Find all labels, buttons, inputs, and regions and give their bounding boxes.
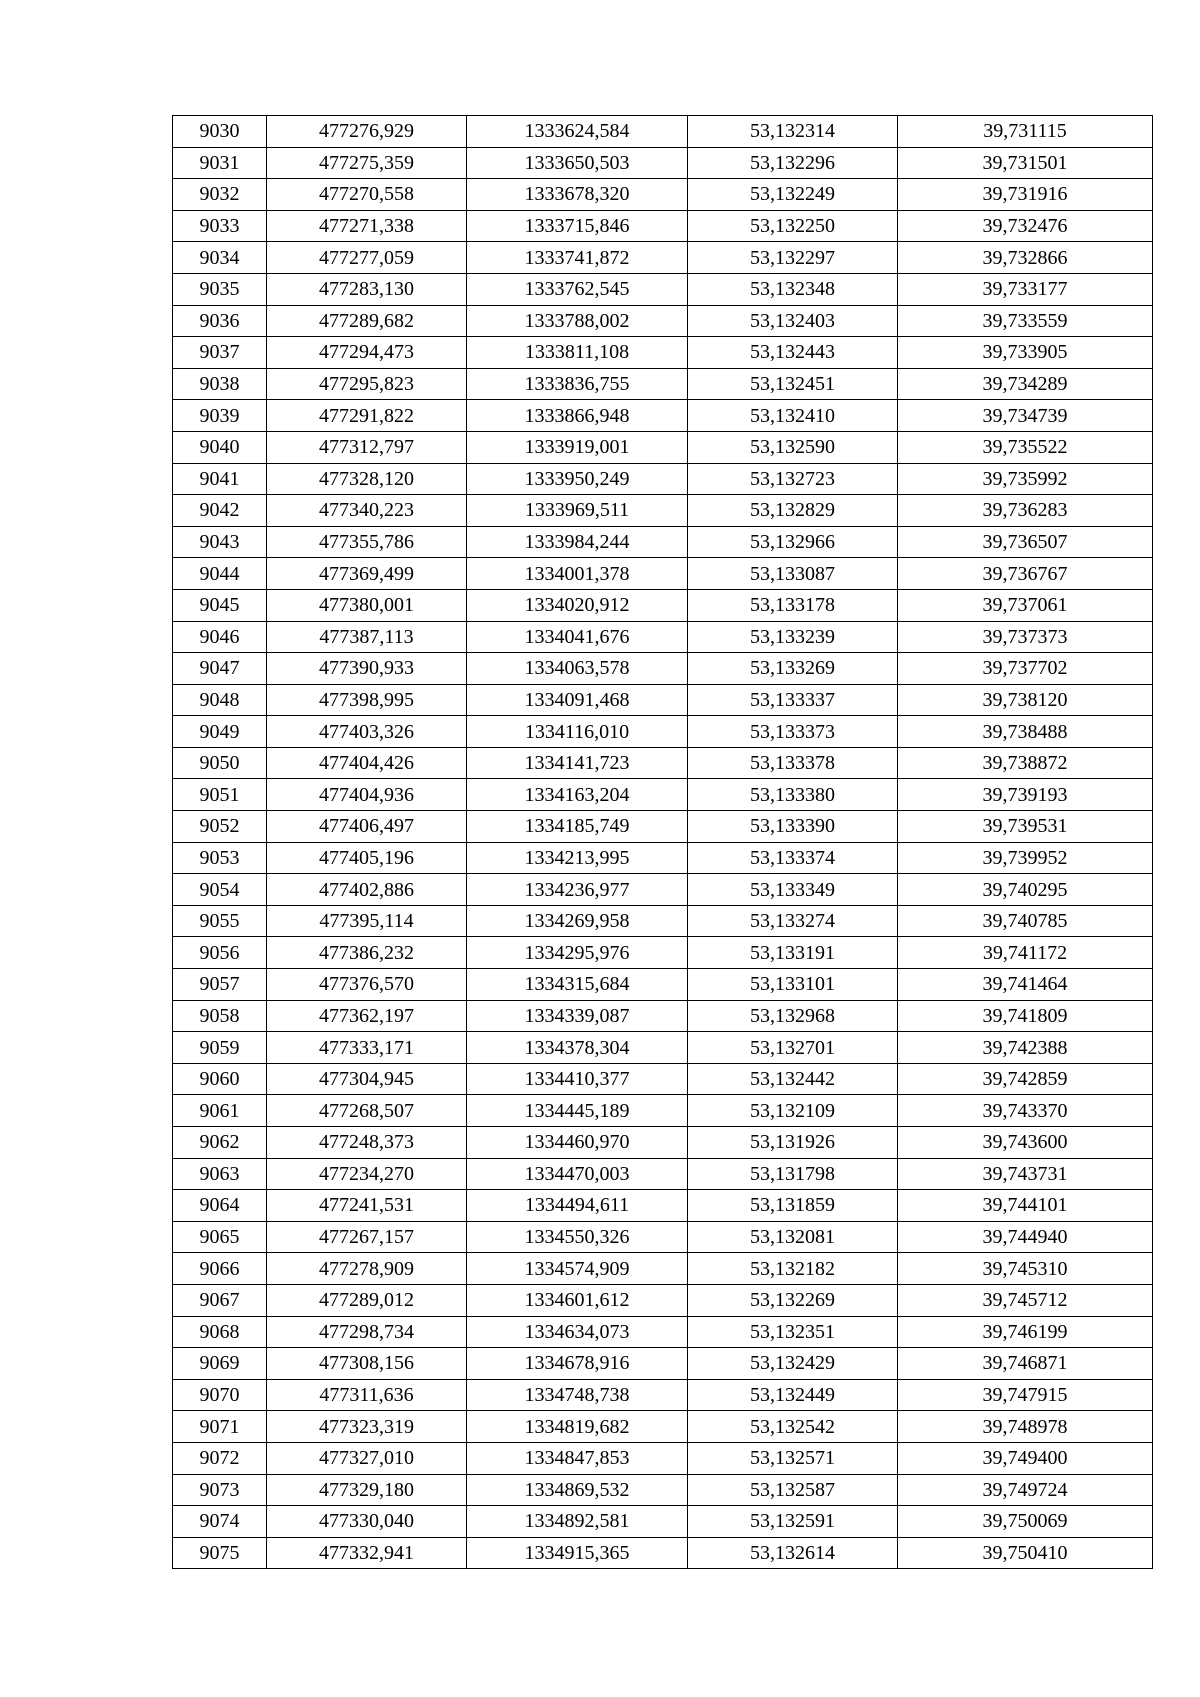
point-number-cell: 9065 [173, 1221, 267, 1253]
table-row [173, 1221, 1153, 1253]
table-row [173, 1000, 1153, 1032]
latitude-cell: 53,132296 [688, 147, 898, 179]
latitude-cell: 53,132269 [688, 1284, 898, 1316]
point-number-cell: 9064 [173, 1190, 267, 1222]
longitude-cell: 39,740295 [898, 874, 1153, 906]
table-row [173, 558, 1153, 590]
point-number-cell: 9050 [173, 747, 267, 779]
x-coordinate-cell: 477234,270 [267, 1158, 467, 1190]
longitude-cell: 39,741172 [898, 937, 1153, 969]
x-coordinate-cell: 477327,010 [267, 1442, 467, 1474]
table-row [173, 1190, 1153, 1222]
table-row [173, 1316, 1153, 1348]
y-coordinate-cell: 1334445,189 [467, 1095, 688, 1127]
latitude-cell: 53,132410 [688, 400, 898, 432]
latitude-cell: 53,133101 [688, 969, 898, 1001]
table-row [173, 747, 1153, 779]
x-coordinate-cell: 477277,059 [267, 242, 467, 274]
latitude-cell: 53,132182 [688, 1253, 898, 1285]
x-coordinate-cell: 477398,995 [267, 684, 467, 716]
point-number-cell: 9048 [173, 684, 267, 716]
table-row [173, 779, 1153, 811]
latitude-cell: 53,133390 [688, 811, 898, 843]
latitude-cell: 53,132451 [688, 368, 898, 400]
y-coordinate-cell: 1333969,511 [467, 495, 688, 527]
point-number-cell: 9058 [173, 1000, 267, 1032]
latitude-cell: 53,132403 [688, 305, 898, 337]
longitude-cell: 39,750410 [898, 1537, 1153, 1569]
y-coordinate-cell: 1334634,073 [467, 1316, 688, 1348]
table-row [173, 147, 1153, 179]
y-coordinate-cell: 1334315,684 [467, 969, 688, 1001]
point-number-cell: 9054 [173, 874, 267, 906]
y-coordinate-cell: 1334470,003 [467, 1158, 688, 1190]
point-number-cell: 9030 [173, 116, 267, 148]
table-row [173, 337, 1153, 369]
x-coordinate-cell: 477405,196 [267, 842, 467, 874]
latitude-cell: 53,132591 [688, 1506, 898, 1538]
table-row [173, 842, 1153, 874]
point-number-cell: 9066 [173, 1253, 267, 1285]
latitude-cell: 53,132429 [688, 1348, 898, 1380]
latitude-cell: 53,133374 [688, 842, 898, 874]
y-coordinate-cell: 1334819,682 [467, 1411, 688, 1443]
x-coordinate-cell: 477340,223 [267, 495, 467, 527]
longitude-cell: 39,738488 [898, 716, 1153, 748]
x-coordinate-cell: 477332,941 [267, 1537, 467, 1569]
y-coordinate-cell: 1334915,365 [467, 1537, 688, 1569]
latitude-cell: 53,132723 [688, 463, 898, 495]
x-coordinate-cell: 477291,822 [267, 400, 467, 432]
x-coordinate-cell: 477369,499 [267, 558, 467, 590]
y-coordinate-cell: 1334020,912 [467, 589, 688, 621]
y-coordinate-cell: 1334185,749 [467, 811, 688, 843]
table-row [173, 1127, 1153, 1159]
y-coordinate-cell: 1334063,578 [467, 653, 688, 685]
point-number-cell: 9075 [173, 1537, 267, 1569]
y-coordinate-cell: 1334550,326 [467, 1221, 688, 1253]
longitude-cell: 39,735522 [898, 431, 1153, 463]
latitude-cell: 53,132542 [688, 1411, 898, 1443]
x-coordinate-cell: 477311,636 [267, 1379, 467, 1411]
longitude-cell: 39,737061 [898, 589, 1153, 621]
point-number-cell: 9068 [173, 1316, 267, 1348]
longitude-cell: 39,745712 [898, 1284, 1153, 1316]
longitude-cell: 39,737373 [898, 621, 1153, 653]
point-number-cell: 9032 [173, 179, 267, 211]
x-coordinate-cell: 477312,797 [267, 431, 467, 463]
x-coordinate-cell: 477289,682 [267, 305, 467, 337]
point-number-cell: 9047 [173, 653, 267, 685]
point-number-cell: 9041 [173, 463, 267, 495]
table-row [173, 716, 1153, 748]
point-number-cell: 9043 [173, 526, 267, 558]
latitude-cell: 53,133378 [688, 747, 898, 779]
y-coordinate-cell: 1333811,108 [467, 337, 688, 369]
latitude-cell: 53,132297 [688, 242, 898, 274]
table-row [173, 242, 1153, 274]
latitude-cell: 53,133191 [688, 937, 898, 969]
point-number-cell: 9035 [173, 273, 267, 305]
x-coordinate-cell: 477295,823 [267, 368, 467, 400]
longitude-cell: 39,735992 [898, 463, 1153, 495]
latitude-cell: 53,131926 [688, 1127, 898, 1159]
y-coordinate-cell: 1333950,249 [467, 463, 688, 495]
x-coordinate-cell: 477294,473 [267, 337, 467, 369]
latitude-cell: 53,133239 [688, 621, 898, 653]
point-number-cell: 9031 [173, 147, 267, 179]
point-number-cell: 9056 [173, 937, 267, 969]
x-coordinate-cell: 477404,426 [267, 747, 467, 779]
point-number-cell: 9053 [173, 842, 267, 874]
point-number-cell: 9049 [173, 716, 267, 748]
latitude-cell: 53,132442 [688, 1063, 898, 1095]
x-coordinate-cell: 477386,232 [267, 937, 467, 969]
longitude-cell: 39,743731 [898, 1158, 1153, 1190]
y-coordinate-cell: 1334116,010 [467, 716, 688, 748]
latitude-cell: 53,132968 [688, 1000, 898, 1032]
y-coordinate-cell: 1334410,377 [467, 1063, 688, 1095]
point-number-cell: 9067 [173, 1284, 267, 1316]
longitude-cell: 39,742859 [898, 1063, 1153, 1095]
y-coordinate-cell: 1334601,612 [467, 1284, 688, 1316]
table-row [173, 969, 1153, 1001]
table-row [173, 589, 1153, 621]
x-coordinate-cell: 477298,734 [267, 1316, 467, 1348]
table-row [173, 1284, 1153, 1316]
table-row [173, 1442, 1153, 1474]
longitude-cell: 39,748978 [898, 1411, 1153, 1443]
table-row [173, 431, 1153, 463]
latitude-cell: 53,133178 [688, 589, 898, 621]
x-coordinate-cell: 477270,558 [267, 179, 467, 211]
latitude-cell: 53,131798 [688, 1158, 898, 1190]
latitude-cell: 53,132966 [688, 526, 898, 558]
longitude-cell: 39,738872 [898, 747, 1153, 779]
latitude-cell: 53,131859 [688, 1190, 898, 1222]
longitude-cell: 39,739193 [898, 779, 1153, 811]
longitude-cell: 39,731115 [898, 116, 1153, 148]
longitude-cell: 39,743600 [898, 1127, 1153, 1159]
y-coordinate-cell: 1333788,002 [467, 305, 688, 337]
y-coordinate-cell: 1334213,995 [467, 842, 688, 874]
y-coordinate-cell: 1334678,916 [467, 1348, 688, 1380]
y-coordinate-cell: 1334378,304 [467, 1032, 688, 1064]
longitude-cell: 39,742388 [898, 1032, 1153, 1064]
y-coordinate-cell: 1334163,204 [467, 779, 688, 811]
x-coordinate-cell: 477323,319 [267, 1411, 467, 1443]
x-coordinate-cell: 477333,171 [267, 1032, 467, 1064]
table-row [173, 1348, 1153, 1380]
longitude-cell: 39,749400 [898, 1442, 1153, 1474]
point-number-cell: 9057 [173, 969, 267, 1001]
longitude-cell: 39,736767 [898, 558, 1153, 590]
x-coordinate-cell: 477395,114 [267, 905, 467, 937]
latitude-cell: 53,133380 [688, 779, 898, 811]
y-coordinate-cell: 1333715,846 [467, 210, 688, 242]
table-row [173, 653, 1153, 685]
latitude-cell: 53,132590 [688, 431, 898, 463]
table-row [173, 1063, 1153, 1095]
point-number-cell: 9070 [173, 1379, 267, 1411]
y-coordinate-cell: 1334001,378 [467, 558, 688, 590]
table-row [173, 179, 1153, 211]
longitude-cell: 39,747915 [898, 1379, 1153, 1411]
table-row [173, 305, 1153, 337]
longitude-cell: 39,733905 [898, 337, 1153, 369]
point-number-cell: 9071 [173, 1411, 267, 1443]
y-coordinate-cell: 1334295,976 [467, 937, 688, 969]
point-number-cell: 9040 [173, 431, 267, 463]
y-coordinate-cell: 1333919,001 [467, 431, 688, 463]
table-row [173, 400, 1153, 432]
latitude-cell: 53,132081 [688, 1221, 898, 1253]
table-row [173, 1506, 1153, 1538]
point-number-cell: 9036 [173, 305, 267, 337]
longitude-cell: 39,749724 [898, 1474, 1153, 1506]
point-number-cell: 9039 [173, 400, 267, 432]
point-number-cell: 9069 [173, 1348, 267, 1380]
point-number-cell: 9034 [173, 242, 267, 274]
y-coordinate-cell: 1334091,468 [467, 684, 688, 716]
y-coordinate-cell: 1334141,723 [467, 747, 688, 779]
longitude-cell: 39,744101 [898, 1190, 1153, 1222]
x-coordinate-cell: 477376,570 [267, 969, 467, 1001]
point-number-cell: 9046 [173, 621, 267, 653]
latitude-cell: 53,133269 [688, 653, 898, 685]
table-row [173, 1032, 1153, 1064]
x-coordinate-cell: 477278,909 [267, 1253, 467, 1285]
x-coordinate-cell: 477402,886 [267, 874, 467, 906]
x-coordinate-cell: 477406,497 [267, 811, 467, 843]
longitude-cell: 39,734739 [898, 400, 1153, 432]
table-row [173, 368, 1153, 400]
longitude-cell: 39,733559 [898, 305, 1153, 337]
point-number-cell: 9052 [173, 811, 267, 843]
table-row [173, 937, 1153, 969]
y-coordinate-cell: 1333762,545 [467, 273, 688, 305]
longitude-cell: 39,741809 [898, 1000, 1153, 1032]
x-coordinate-cell: 477248,373 [267, 1127, 467, 1159]
x-coordinate-cell: 477328,120 [267, 463, 467, 495]
longitude-cell: 39,736283 [898, 495, 1153, 527]
table-row [173, 1379, 1153, 1411]
longitude-cell: 39,732866 [898, 242, 1153, 274]
y-coordinate-cell: 1334748,738 [467, 1379, 688, 1411]
longitude-cell: 39,745310 [898, 1253, 1153, 1285]
latitude-cell: 53,132109 [688, 1095, 898, 1127]
y-coordinate-cell: 1333866,948 [467, 400, 688, 432]
longitude-cell: 39,740785 [898, 905, 1153, 937]
point-number-cell: 9033 [173, 210, 267, 242]
y-coordinate-cell: 1334869,532 [467, 1474, 688, 1506]
y-coordinate-cell: 1334494,611 [467, 1190, 688, 1222]
x-coordinate-cell: 477241,531 [267, 1190, 467, 1222]
table-row [173, 526, 1153, 558]
point-number-cell: 9055 [173, 905, 267, 937]
table-row [173, 1411, 1153, 1443]
point-number-cell: 9060 [173, 1063, 267, 1095]
point-number-cell: 9074 [173, 1506, 267, 1538]
y-coordinate-cell: 1334892,581 [467, 1506, 688, 1538]
longitude-cell: 39,734289 [898, 368, 1153, 400]
longitude-cell: 39,744940 [898, 1221, 1153, 1253]
x-coordinate-cell: 477329,180 [267, 1474, 467, 1506]
longitude-cell: 39,741464 [898, 969, 1153, 1001]
longitude-cell: 39,750069 [898, 1506, 1153, 1538]
table-row [173, 1474, 1153, 1506]
longitude-cell: 39,746871 [898, 1348, 1153, 1380]
table-row [173, 811, 1153, 843]
longitude-cell: 39,738120 [898, 684, 1153, 716]
y-coordinate-cell: 1333741,872 [467, 242, 688, 274]
point-number-cell: 9061 [173, 1095, 267, 1127]
point-number-cell: 9059 [173, 1032, 267, 1064]
latitude-cell: 53,133087 [688, 558, 898, 590]
x-coordinate-cell: 477283,130 [267, 273, 467, 305]
point-number-cell: 9038 [173, 368, 267, 400]
latitude-cell: 53,133274 [688, 905, 898, 937]
y-coordinate-cell: 1334041,676 [467, 621, 688, 653]
table-row [173, 1095, 1153, 1127]
point-number-cell: 9037 [173, 337, 267, 369]
latitude-cell: 53,132449 [688, 1379, 898, 1411]
x-coordinate-cell: 477380,001 [267, 589, 467, 621]
latitude-cell: 53,132348 [688, 273, 898, 305]
table-row [173, 463, 1153, 495]
x-coordinate-cell: 477387,113 [267, 621, 467, 653]
x-coordinate-cell: 477267,157 [267, 1221, 467, 1253]
latitude-cell: 53,132701 [688, 1032, 898, 1064]
x-coordinate-cell: 477390,933 [267, 653, 467, 685]
longitude-cell: 39,732476 [898, 210, 1153, 242]
point-number-cell: 9044 [173, 558, 267, 590]
x-coordinate-cell: 477304,945 [267, 1063, 467, 1095]
y-coordinate-cell: 1334574,909 [467, 1253, 688, 1285]
x-coordinate-cell: 477268,507 [267, 1095, 467, 1127]
latitude-cell: 53,132351 [688, 1316, 898, 1348]
x-coordinate-cell: 477308,156 [267, 1348, 467, 1380]
longitude-cell: 39,733177 [898, 273, 1153, 305]
longitude-cell: 39,736507 [898, 526, 1153, 558]
x-coordinate-cell: 477330,040 [267, 1506, 467, 1538]
y-coordinate-cell: 1333984,244 [467, 526, 688, 558]
y-coordinate-cell: 1334269,958 [467, 905, 688, 937]
latitude-cell: 53,132314 [688, 116, 898, 148]
latitude-cell: 53,132614 [688, 1537, 898, 1569]
y-coordinate-cell: 1334847,853 [467, 1442, 688, 1474]
table-row [173, 495, 1153, 527]
x-coordinate-cell: 477276,929 [267, 116, 467, 148]
point-number-cell: 9062 [173, 1127, 267, 1159]
x-coordinate-cell: 477403,326 [267, 716, 467, 748]
longitude-cell: 39,731501 [898, 147, 1153, 179]
y-coordinate-cell: 1333678,320 [467, 179, 688, 211]
table-row [173, 684, 1153, 716]
table-row [173, 1253, 1153, 1285]
table-row [173, 874, 1153, 906]
y-coordinate-cell: 1333836,755 [467, 368, 688, 400]
y-coordinate-cell: 1334236,977 [467, 874, 688, 906]
latitude-cell: 53,133349 [688, 874, 898, 906]
longitude-cell: 39,743370 [898, 1095, 1153, 1127]
y-coordinate-cell: 1334460,970 [467, 1127, 688, 1159]
x-coordinate-cell: 477362,197 [267, 1000, 467, 1032]
latitude-cell: 53,132571 [688, 1442, 898, 1474]
point-number-cell: 9042 [173, 495, 267, 527]
y-coordinate-cell: 1333624,584 [467, 116, 688, 148]
latitude-cell: 53,132443 [688, 337, 898, 369]
point-number-cell: 9063 [173, 1158, 267, 1190]
x-coordinate-cell: 477355,786 [267, 526, 467, 558]
table-row [173, 116, 1153, 148]
x-coordinate-cell: 477275,359 [267, 147, 467, 179]
latitude-cell: 53,133373 [688, 716, 898, 748]
coordinates-table [172, 115, 1153, 1569]
table-row [173, 905, 1153, 937]
latitude-cell: 53,132249 [688, 179, 898, 211]
longitude-cell: 39,737702 [898, 653, 1153, 685]
y-coordinate-cell: 1333650,503 [467, 147, 688, 179]
latitude-cell: 53,132250 [688, 210, 898, 242]
point-number-cell: 9072 [173, 1442, 267, 1474]
table-row [173, 273, 1153, 305]
latitude-cell: 53,132587 [688, 1474, 898, 1506]
x-coordinate-cell: 477289,012 [267, 1284, 467, 1316]
x-coordinate-cell: 477404,936 [267, 779, 467, 811]
longitude-cell: 39,731916 [898, 179, 1153, 211]
longitude-cell: 39,746199 [898, 1316, 1153, 1348]
latitude-cell: 53,132829 [688, 495, 898, 527]
table-row [173, 1158, 1153, 1190]
coordinates-table-body [173, 116, 1153, 1569]
table-row [173, 621, 1153, 653]
point-number-cell: 9051 [173, 779, 267, 811]
table-row [173, 210, 1153, 242]
longitude-cell: 39,739531 [898, 811, 1153, 843]
point-number-cell: 9073 [173, 1474, 267, 1506]
longitude-cell: 39,739952 [898, 842, 1153, 874]
table-row [173, 1537, 1153, 1569]
y-coordinate-cell: 1334339,087 [467, 1000, 688, 1032]
point-number-cell: 9045 [173, 589, 267, 621]
x-coordinate-cell: 477271,338 [267, 210, 467, 242]
latitude-cell: 53,133337 [688, 684, 898, 716]
